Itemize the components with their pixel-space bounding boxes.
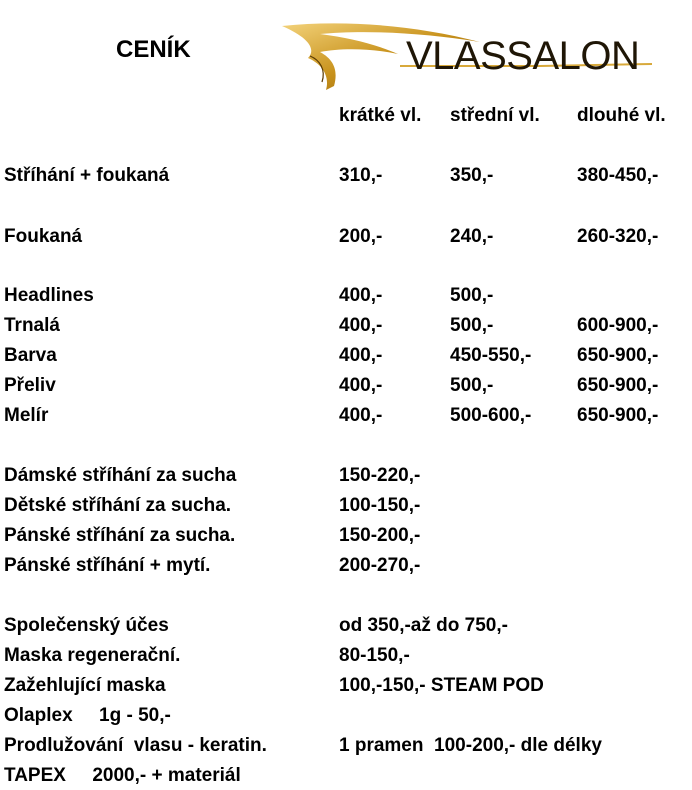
logo-text: VLASSALON: [406, 34, 640, 78]
price-long: 260-320,-: [577, 226, 659, 247]
price-long: 650-900,-: [577, 345, 659, 366]
page-title: CENÍK: [116, 36, 191, 63]
service-label: Pánské stříhání + mytí.: [4, 555, 211, 576]
service-label: Melír: [4, 405, 49, 426]
price: 150-220,-: [339, 465, 421, 486]
price: od 350,-až do 750,-: [339, 615, 508, 636]
price-medium: 500,-: [450, 285, 494, 306]
vlassalon-logo: [280, 20, 652, 92]
price: 1 pramen 100-200,- dle délky: [339, 735, 602, 756]
price-short: 200,-: [339, 226, 383, 247]
price-short: 400,-: [339, 285, 383, 306]
price: 100,-150,- STEAM POD: [339, 675, 544, 696]
service-label: Foukaná: [4, 226, 83, 247]
price: 80-150,-: [339, 645, 410, 666]
price-short: 400,-: [339, 345, 383, 366]
service-label: Pánské stříhání za sucha.: [4, 525, 236, 546]
column-header-medium: střední vl.: [450, 105, 540, 126]
price: 100-150,-: [339, 495, 421, 516]
price-short: 400,-: [339, 375, 383, 396]
price-long: 600-900,-: [577, 315, 659, 336]
service-label: Olaplex 1g - 50,-: [4, 705, 171, 726]
price-short: 400,-: [339, 405, 383, 426]
price-long: 380-450,-: [577, 165, 659, 186]
service-label: Dámské stříhání za sucha: [4, 465, 237, 486]
column-header-long: dlouhé vl.: [577, 105, 666, 126]
service-label: Společenský účes: [4, 615, 169, 636]
service-label: Dětské stříhání za sucha.: [4, 495, 232, 516]
service-label: TAPEX 2000,- + materiál: [4, 765, 241, 786]
price-short: 310,-: [339, 165, 383, 186]
service-label: Barva: [4, 345, 57, 366]
price-long: 650-900,-: [577, 405, 659, 426]
price-medium: 240,-: [450, 226, 494, 247]
price-long: 650-900,-: [577, 375, 659, 396]
price-medium: 500-600,-: [450, 405, 532, 426]
column-header-short: krátké vl.: [339, 105, 422, 126]
price: 200-270,-: [339, 555, 421, 576]
price: 150-200,-: [339, 525, 421, 546]
service-label: Stříhání + foukaná: [4, 165, 170, 186]
service-label: Maska regenerační.: [4, 645, 181, 666]
price-medium: 500,-: [450, 375, 494, 396]
service-label: Headlines: [4, 285, 94, 306]
service-label: Zažehlující maska: [4, 675, 166, 696]
price-medium: 350,-: [450, 165, 494, 186]
price-medium: 450-550,-: [450, 345, 532, 366]
service-label: Prodlužování vlasu - keratin.: [4, 735, 267, 756]
price-medium: 500,-: [450, 315, 494, 336]
service-label: Trnalá: [4, 315, 60, 336]
price-short: 400,-: [339, 315, 383, 336]
service-label: Přeliv: [4, 375, 56, 396]
